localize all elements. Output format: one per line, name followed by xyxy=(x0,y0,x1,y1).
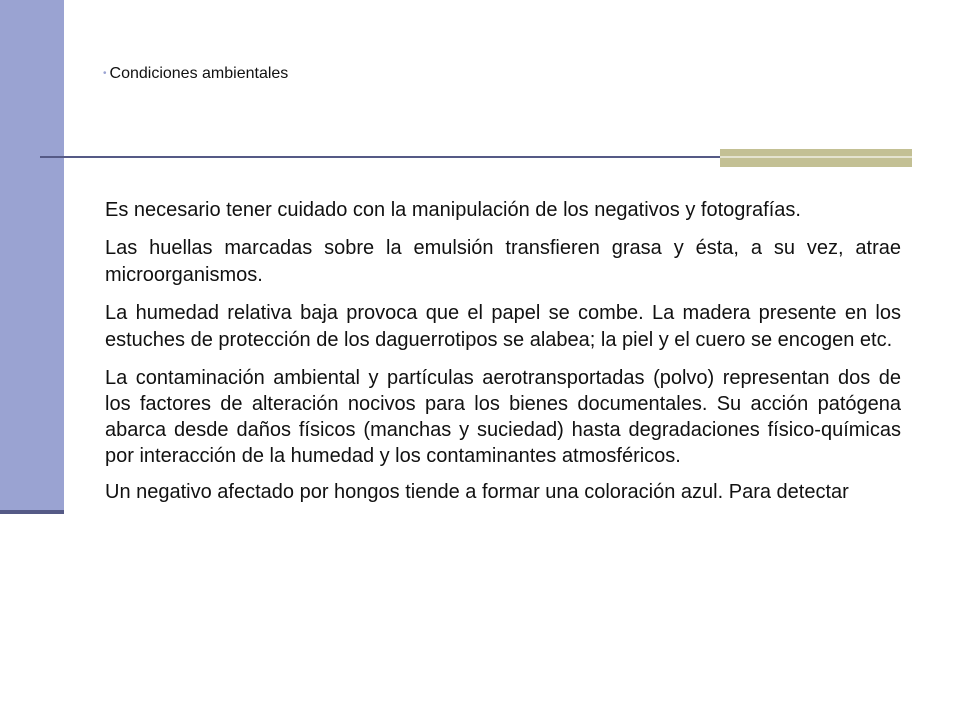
paragraph-fungi: Un negativo afectado por hongos tiende a formar una coloración azul. Para detectar xyxy=(105,480,849,503)
paragraph-fingerprints: Las huellas marcadas sobre la emulsión transfieren grasa y ésta, a su vez, atrae microorganismos. xyxy=(105,236,901,286)
side-decoration-bar xyxy=(0,0,64,512)
paragraph-humidity: La humedad relativa baja provoca que el papel se combe. La madera presente en los estuches de protección de los daguerrotipos se alabea; la piel y el cuero se encogen etc. xyxy=(105,301,901,351)
paragraph-pollution: La contaminación ambiental y partículas aerotransportadas (polvo) representan dos de los factores de alteración nocivos para los bienes documentales. Su acción patógena abarca desde daños físicos (manchas y suciedad) hasta degradaciones físico-químicas por interacción de la humedad y los contaminantes atmosféricos. xyxy=(105,366,901,467)
divider-accent-block xyxy=(720,149,912,167)
bullet-icon: • xyxy=(103,68,107,79)
slide-title xyxy=(103,65,288,83)
slide-title-text: Condiciones ambientales xyxy=(109,65,289,82)
side-bar-shadow xyxy=(0,510,64,514)
divider-accent-highlight xyxy=(720,156,912,158)
paragraph-handling: Es necesario tener cuidado con la manipulación de los negativos y fotografías. xyxy=(105,199,801,221)
body-text xyxy=(105,197,901,505)
